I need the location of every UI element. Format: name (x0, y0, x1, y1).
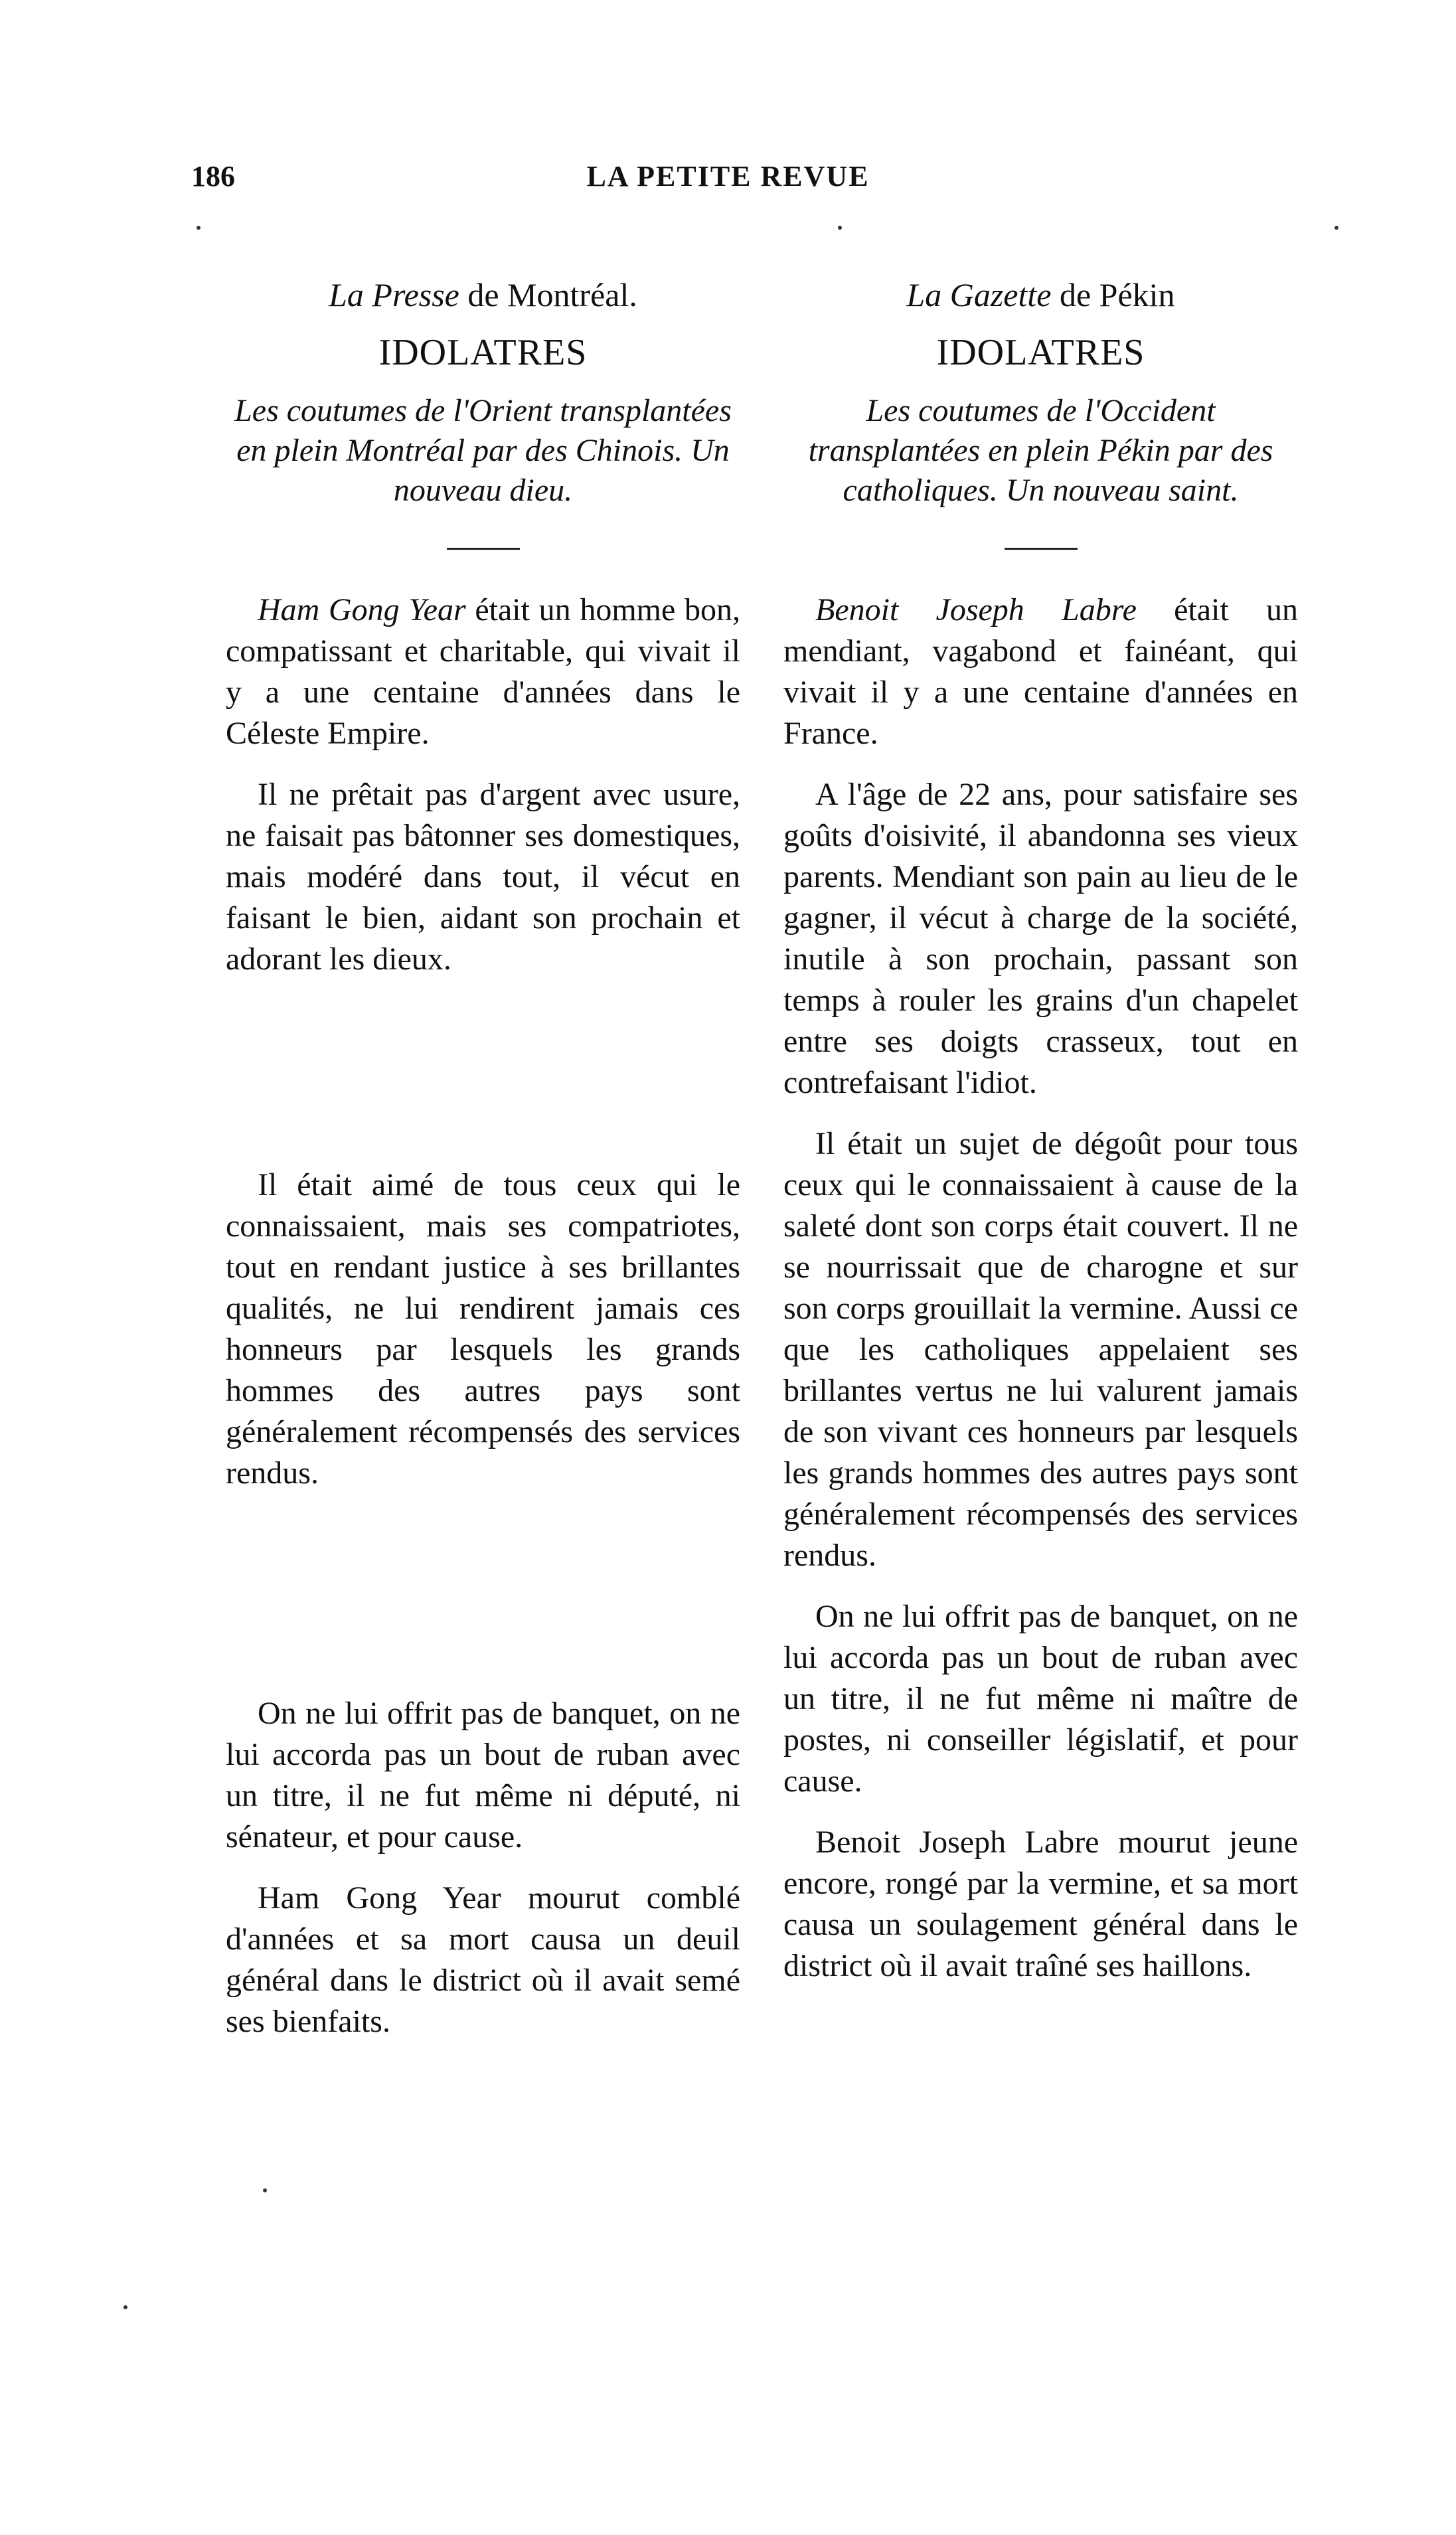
running-title: LA PETITE REVUE (586, 160, 870, 193)
right-source-rest: de Pékin (1051, 276, 1175, 313)
print-speck (263, 2188, 267, 2192)
left-column (226, 276, 740, 2042)
print-speck (197, 226, 201, 230)
page-header (0, 159, 1456, 212)
print-speck (838, 226, 842, 230)
left-source (226, 276, 740, 314)
right-p1-italic: Benoit Joseph Labre (815, 592, 1137, 627)
right-divider (1005, 548, 1078, 550)
left-headline: IDOLATRES (378, 332, 588, 373)
left-paragraph-2: Il ne prêtait pas d'argent avec usure, ne faisait pas bâtonner ses domestiques, mais modéré dans tout, il vécut en faisant le bien, aidant son prochain et adorant les dieux. (226, 777, 740, 977)
right-paragraph-1 (783, 590, 1298, 754)
left-source-italic: La Presse (329, 276, 459, 313)
right-source (783, 276, 1298, 314)
left-paragraph-5: Ham Gong Year mourut comblé d'années et sa mort causa un deuil général dans le district où il avait semé ses bienfaits. (226, 1880, 740, 2039)
left-subhead: Les coutumes de l'Orient transplantées en plein Montréal par des Chinois. Un nouveau dieu. (234, 393, 732, 508)
left-p1-rest: était un homme bon, compatissant et charitable, qui vivait il y a une centaine d'années dans le Céleste Empire. (226, 592, 741, 751)
print-speck (123, 2305, 127, 2309)
left-p1-italic: Ham Gong Year (258, 592, 466, 627)
right-paragraph-3: Il était un sujet de dégoût pour tous ceux qui le connaissaient à cause de la saleté dont son corps était couvert. Il ne se nourrissait que de charogne et sur son corps grouillait la vermine. Aussi ce que les catholiques appelaient ses brillantes vertus ne lui valurent jamais de son vivant ces honneurs par lesquels les grands hommes des autres pays sont généralement récompensés des services rendus. (783, 1126, 1298, 1573)
right-paragraph-5: Benoit Joseph Labre mourut jeune encore, rongé par la vermine, et sa mort causa un soulagement général dans le district où il avait traîné ses haillons. (783, 1825, 1298, 1983)
left-paragraph-3: Il était aimé de tous ceux qui le connaissaient, mais ses compatriotes, tout en rendant justice à ses brillantes qualités, ne lui rendirent jamais ces honneurs par lesquels les grands hommes des autres pays sont généralement récompensés des services rendus. (226, 1167, 740, 1491)
left-source-rest: de Montréal. (459, 276, 637, 313)
left-paragraph-1 (226, 590, 740, 754)
right-paragraph-2: A l'âge de 22 ans, pour satisfaire ses goûts d'oisivité, il abandonna ses vieux parents. Mendiant son pain au lieu de le gagner, il vécut à charge de la société, inutile à son prochain, passant son temps à rouler les grains d'un chapelet entre ses doigts crasseux, tout en contrefaisant l'idiot. (783, 777, 1298, 1100)
left-paragraph-4: On ne lui offrit pas de banquet, on ne lui accorda pas un bout de ruban avec un titre, il ne fut même ni député, ni sénateur, et pour cause. (226, 1696, 740, 1854)
left-divider (447, 548, 520, 550)
right-source-italic: La Gazette (906, 276, 1052, 313)
print-speck (1335, 226, 1338, 230)
right-p1-rest: était un mendiant, vagabond et fainéant, qui vivait il y a une centaine d'années en France. (783, 592, 1298, 751)
right-subhead: Les coutumes de l'Occident transplantées en plein Pékin par des catholiques. Un nouveau saint. (808, 393, 1273, 508)
right-headline: IDOLATRES (936, 332, 1145, 373)
right-paragraph-4: On ne lui offrit pas de banquet, on ne lui accorda pas un bout de ruban avec un titre, il ne fut même ni maître de postes, ni conseiller législatif, et pour cause. (783, 1599, 1298, 1799)
page-number: 186 (191, 160, 235, 193)
right-column (783, 276, 1298, 1987)
